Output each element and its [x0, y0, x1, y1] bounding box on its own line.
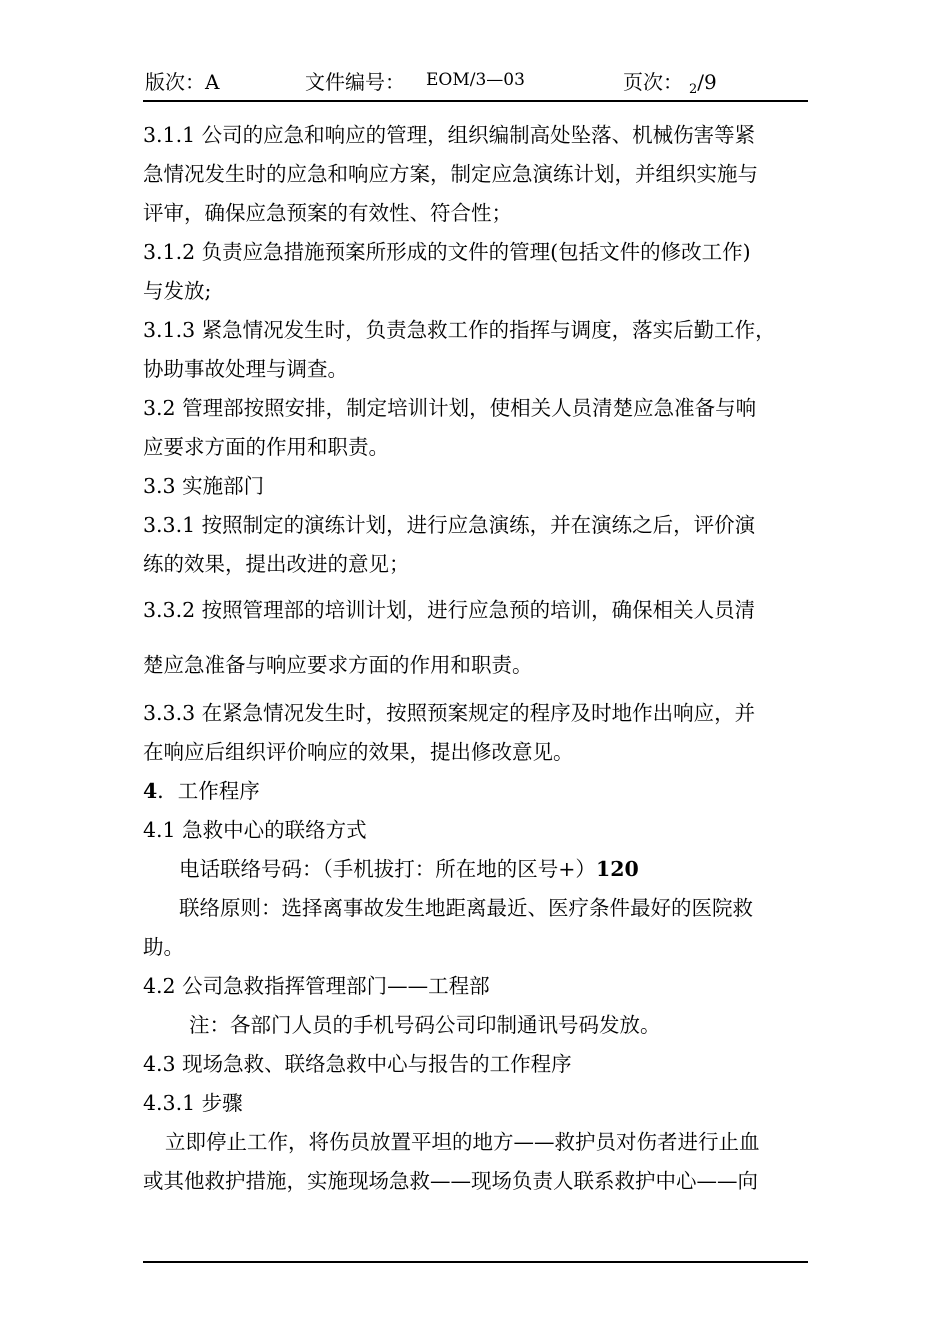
page-total: /9	[697, 70, 717, 94]
text-line: 联络原则：选择离事故发生地距离最近、医疗条件最好的医院救	[179, 896, 753, 920]
text-line: 4.3 现场急救、联络急救中心与报告的工作程序	[143, 1052, 572, 1076]
text-line: 3.3.2 按照管理部的培训计划，进行应急预的培训，确保相关人员清	[143, 598, 756, 622]
text-line: 在响应后组织评价响应的效果，提出修改意见。	[143, 740, 574, 764]
text-line: 应要求方面的作用和职责。	[143, 435, 389, 459]
section-number: 4	[143, 779, 158, 803]
text-line: 练的效果，提出改进的意见；	[143, 552, 410, 576]
footer-rule	[143, 1261, 808, 1263]
page-number	[689, 66, 717, 97]
phone-number: 120	[595, 857, 639, 881]
page-current: 2	[689, 82, 698, 97]
text-line: 3.1.2 负责应急措施预案所形成的文件的管理(包括文件的修改工作)	[143, 240, 751, 264]
text-line: 协助事故处理与调查。	[143, 357, 348, 381]
document-body	[143, 116, 808, 1201]
text-line: 3.2 管理部按照安排，制定培训计划，使相关人员清楚应急准备与响	[143, 396, 757, 420]
text-line: 4.1 急救中心的联络方式	[143, 818, 367, 842]
section-title: ．工作程序	[157, 779, 260, 803]
page-number-label: 页次：	[623, 70, 683, 94]
edition-label: 版次：A	[145, 70, 220, 94]
page-header	[143, 62, 808, 102]
text-line: 急情况发生时的应急和响应方案，制定应急演练计划，并组织实施与	[143, 162, 758, 186]
text-line: 4.2 公司急救指挥管理部门——工程部	[143, 974, 490, 998]
document-number: EOM/3—03	[426, 70, 525, 90]
text-line: 或其他救护措施，实施现场急救——现场负责人联系救护中心——向	[143, 1169, 758, 1193]
section-heading	[143, 772, 808, 811]
phone-line	[143, 850, 808, 889]
text-line: 3.3 实施部门	[143, 474, 265, 498]
paragraph-gap	[143, 584, 808, 591]
document-number-label: 文件编号：	[305, 70, 405, 94]
text-line: 3.1.1 公司的应急和响应的管理，组织编制高处坠落、机械伤害等紧	[143, 123, 756, 147]
note-line: 注：各部门人员的手机号码公司印制通讯号码发放。	[189, 1013, 661, 1037]
text-line: 楚应急准备与响应要求方面的作用和职责。	[143, 653, 533, 677]
text-line: 3.3.3 在紧急情况发生时，按照预案规定的程序及时地作出响应，并	[143, 701, 756, 725]
phone-label: 电话联络号码：（手机拔打：所在地的区号+）	[179, 857, 596, 881]
text-line: 助。	[143, 935, 184, 959]
text-line: 3.3.1 按照制定的演练计划，进行应急演练，并在演练之后，评价演	[143, 513, 756, 537]
text-line: 4.3.1 步骤	[143, 1091, 243, 1115]
text-line: 评审，确保应急预案的有效性、符合性；	[143, 201, 512, 225]
text-line: 3.1.3 紧急情况发生时，负责急救工作的指挥与调度，落实后勤工作，	[143, 318, 776, 342]
text-line: 立即停止工作，将伤员放置平坦的地方——救护员对伤者进行止血	[165, 1130, 760, 1154]
text-line: 与发放;	[143, 279, 212, 303]
